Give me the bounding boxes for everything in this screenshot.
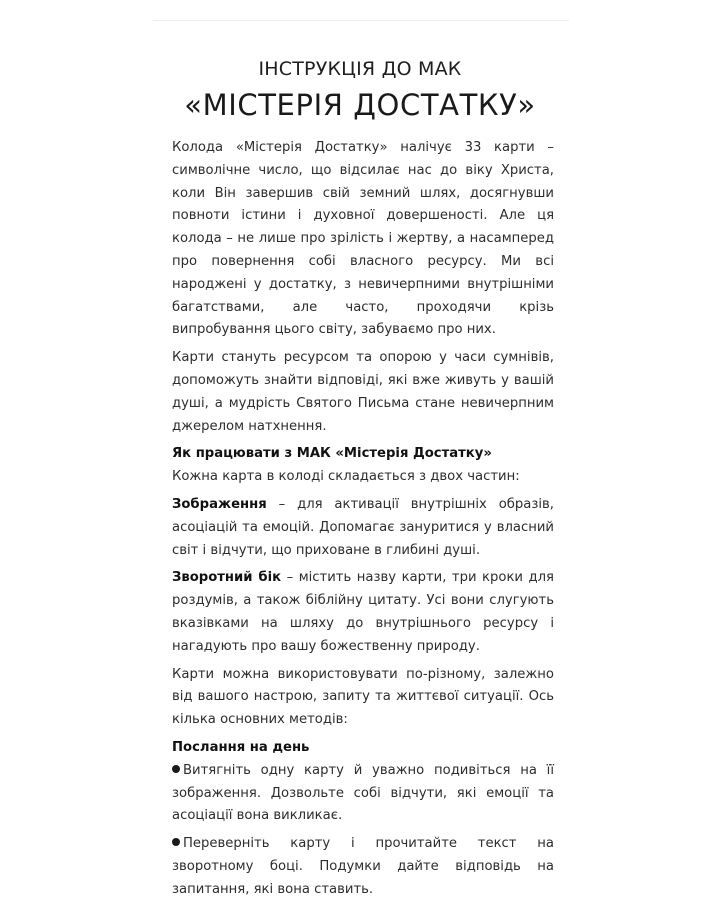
back-side-paragraph — [172, 567, 554, 658]
image-side-paragraph — [172, 494, 554, 562]
daily-message-heading: Послання на день — [172, 739, 310, 755]
image-side-term: Зображення — [172, 496, 267, 512]
back-side-term: Зворотний бік — [172, 570, 282, 586]
document-title: «МІСТЕРІЯ ДОСТАТКУ» — [184, 88, 536, 122]
daily-bullet-2 — [172, 833, 554, 901]
daily-bullet-2-text: Переверніть карту і прочитайте текст на зворотному боці. Подумки дайте відповідь на запитання, які вона ставить. — [172, 836, 554, 897]
resource-paragraph: Карти стануть ресурсом та опорою у часи сумнівів, допоможуть знайти відповіді, які вже живуть у вашій душі, а мудрість Святого Письма стане невичерпним джерелом натхнення. — [172, 350, 554, 434]
document-subtitle: ІНСТРУКЦІЯ ДО МАК — [258, 58, 462, 80]
how-to-heading: Як працювати з МАК «Містерія Достатку» — [172, 446, 492, 462]
parts-intro-paragraph: Кожна карта в колоді складається з двох частин: — [172, 469, 520, 485]
methods-intro-paragraph: Карти можна використовувати по-різному, залежно від вашого настрою, запиту та життєвої ситуації. Ось кілька основних методів: — [172, 666, 554, 728]
bullet-icon — [172, 838, 180, 846]
image-side-text: – для активації внутрішніх образів, асоціацій та емоцій. Допомагає зануритися у власний світ і відчути, що приховане в глибині душі. — [172, 496, 554, 558]
bullet-icon — [172, 765, 180, 773]
back-side-text: – містить назву карти, три кроки для роздумів, а також біблійну цитату. Усі вони слугують вказівками на шляху до внутрішнього ресурсу і нагадують про вашу божественну природу. — [172, 570, 554, 654]
daily-bullet-1-text: Витягніть одну карту й уважно подивіться на її зображення. Дозвольте собі відчути, які емоції та асоціації вона викликає. — [172, 762, 554, 824]
intro-paragraph: Колода «Містерія Достатку» налічує 33 карти – символічне число, що відсилає нас до віку Христа, коли Він завершив свій земний шлях, досягнувши повноти істини і духовної довершеності. Але ця колода – не лише про зрілість і жертву, а насамперед про повернення собі власного ресурсу. Ми всі народжені у достатку, з невичерпними внутрішніми багатствами, але часто, проходячи крізь випробування цього світу, забуваємо про них. — [172, 140, 554, 338]
daily-bullet-1 — [172, 760, 554, 828]
document-body — [172, 137, 554, 902]
